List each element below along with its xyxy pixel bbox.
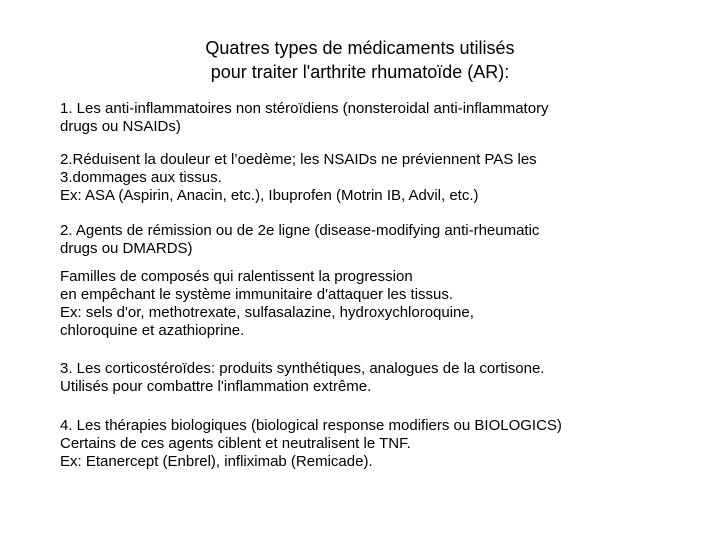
text-line: Ex: ASA (Aspirin, Anacin, etc.), Ibuprofen (Motrin IB, Advil, etc.)	[60, 187, 479, 204]
slide-title	[150, 36, 570, 84]
section-biologics	[60, 417, 700, 471]
text-line: 3. Les corticostéroïdes: produits synthétiques, analogues de la cortisone.	[60, 360, 545, 377]
text-line: 4. Les thérapies biologiques (biological response modifiers ou BIOLOGICS)	[60, 417, 562, 434]
section-nsaids-heading	[60, 100, 700, 136]
text-line: Familles de composés qui ralentissent la progression	[60, 268, 413, 285]
section-dmards-heading	[60, 222, 700, 258]
text-line: Utilisés pour combattre l'inflammation extrême.	[60, 378, 372, 395]
section-nsaids-description	[60, 151, 700, 205]
section-dmards-description	[60, 268, 700, 340]
text-line: drugs ou NSAIDs)	[60, 118, 181, 135]
text-line: Ex: sels d'or, methotrexate, sulfasalazine, hydroxychloroquine,	[60, 304, 474, 321]
text-line: 2. Agents de rémission ou de 2e ligne (disease-modifying anti-rheumatic	[60, 222, 540, 239]
title-line-1: Quatres types de médicaments utilisés	[205, 38, 515, 58]
text-line: en empêchant le système immunitaire d'attaquer les tissus.	[60, 286, 454, 303]
section-corticosteroids	[60, 360, 700, 396]
text-line: 3.dommages aux tissus.	[60, 169, 222, 186]
text-line: 1. Les anti-inflammatoires non stéroïdiens (nonsteroidal anti-inflammatory	[60, 100, 549, 117]
text-line: chloroquine et azathioprine.	[60, 322, 245, 339]
text-line: Ex: Etanercept (Enbrel), infliximab (Remicade).	[60, 453, 373, 470]
text-line: Certains de ces agents ciblent et neutralisent le TNF.	[60, 435, 411, 452]
text-line: 2.Réduisent la douleur et l’oedème; les NSAIDs ne préviennent PAS les	[60, 151, 537, 168]
title-line-2: pour traiter l'arthrite rhumatoïde (AR):	[210, 62, 510, 82]
text-line: drugs ou DMARDS)	[60, 240, 193, 257]
